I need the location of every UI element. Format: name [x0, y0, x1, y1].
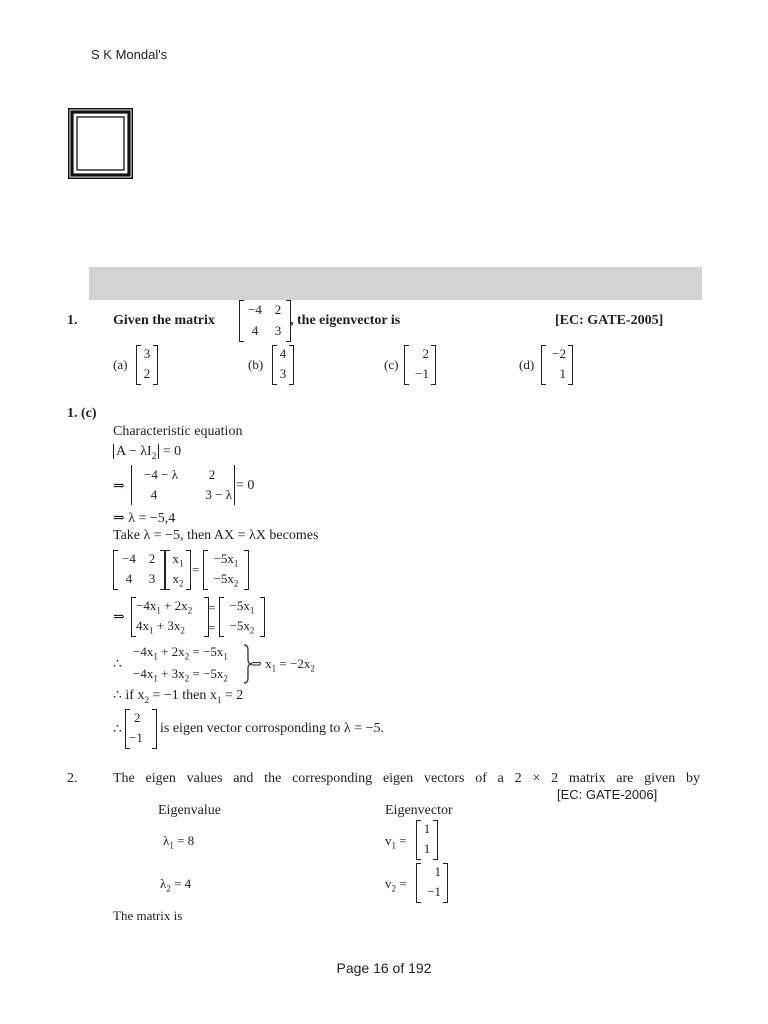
matrix-cell: −4: [122, 551, 136, 566]
term: −4x: [136, 598, 157, 613]
term: + 3x: [157, 666, 185, 681]
frame-logo: [68, 108, 133, 179]
subscript: 2: [310, 663, 315, 674]
final-eigenvector: [125, 709, 157, 749]
therefore-symbol: ∴: [113, 722, 122, 737]
v1-label: [385, 833, 407, 851]
subscript: 2: [151, 450, 157, 461]
take-line: Take λ = −5, then AX = λX becomes: [113, 528, 319, 543]
det-expr: A − λI: [116, 444, 152, 459]
subscript: 1: [149, 625, 154, 636]
term: λ: [160, 876, 167, 891]
q1-number: 1.: [67, 313, 78, 328]
option-b-label: (b): [248, 357, 264, 372]
matrix-cell: 2: [148, 551, 156, 566]
det-cell: 2: [208, 467, 216, 482]
subscript: 2: [184, 651, 190, 662]
system-eq-1: [133, 644, 228, 662]
subscript: 2: [144, 694, 149, 705]
subscript: 2: [249, 625, 255, 636]
det-cell: 4: [150, 487, 158, 502]
matrix-is-text: The matrix is: [113, 908, 183, 923]
subscript: 1: [169, 840, 174, 851]
subscript: 2: [179, 578, 184, 589]
term: v: [385, 833, 392, 848]
subscript: 1: [391, 840, 396, 851]
option-b-vector: [272, 345, 294, 385]
det-cell: 3 − λ: [205, 487, 232, 502]
vector-cell: −2: [552, 346, 566, 361]
vector-cell: 2: [422, 346, 429, 361]
subscript: 1: [233, 558, 239, 569]
term: = −1 then x: [148, 688, 217, 703]
vector-cell: 1: [559, 366, 566, 381]
vector-cell: 3: [279, 366, 287, 381]
lambda-values: ⇒ λ = −5,4: [113, 511, 176, 526]
rhs-term: −5x: [229, 618, 250, 633]
subscript: 2: [166, 883, 171, 894]
section-band: [89, 267, 702, 300]
term: =: [396, 876, 407, 891]
option-a-vector: [136, 345, 158, 385]
result-x1: [251, 656, 315, 674]
term: + 3x: [153, 618, 181, 633]
final-statement: is eigen vector corrosponding to λ = −5.: [160, 721, 384, 736]
term: −4x: [133, 644, 154, 659]
matrix-cell: 2: [274, 302, 282, 317]
matrix-cell: 3: [148, 571, 156, 586]
q1-source: [EC: GATE-2005]: [555, 313, 664, 328]
subscript: 1: [216, 694, 222, 705]
vector-cell: 4: [279, 346, 287, 361]
option-c-vector: [404, 345, 436, 385]
vector-cell: 2: [143, 366, 151, 381]
vector-cell: 1: [423, 841, 431, 856]
subscript: 1: [179, 558, 184, 569]
rhs-term: −5x: [229, 598, 250, 613]
subscript: 1: [156, 605, 161, 616]
q2-source: [EC: GATE-2006]: [557, 787, 658, 802]
q1-prompt-end: , the eigenvector is: [290, 313, 401, 328]
term: ∴ if x: [113, 688, 145, 703]
det-eq-zero: = 0: [236, 478, 255, 493]
matrix-cell: 4: [125, 571, 133, 586]
page-number: Page 16 of 192: [336, 960, 432, 976]
vector-x: [165, 550, 191, 590]
lhs-vector: [131, 597, 209, 637]
q1-prompt: Given the matrix: [113, 313, 215, 328]
subscript: 2: [391, 883, 396, 894]
equals-sign: =: [208, 620, 216, 635]
term: = 4: [170, 876, 192, 891]
term: + 2x: [157, 644, 185, 659]
eigenvalue-heading: Eigenvalue: [158, 803, 221, 818]
term: = 8: [173, 833, 195, 848]
term: λ: [163, 833, 170, 848]
v2-vector: [416, 863, 448, 903]
system-eq-2: [133, 666, 228, 684]
subscript: 2: [187, 605, 193, 616]
subscript: 1: [223, 651, 228, 662]
var-x: x: [172, 551, 179, 566]
term: 4x: [136, 618, 149, 633]
v1-vector: [416, 820, 438, 860]
q1-matrix: [239, 300, 291, 342]
vector-cell: 1: [434, 864, 441, 879]
det-matrix: [131, 465, 235, 505]
q2-prompt: The eigen values and the corresponding eigen vectors of a 2 × 2 matrix are given by: [113, 771, 700, 786]
eigenvector-heading: Eigenvector: [385, 803, 453, 818]
arrow-2: ⇒: [113, 610, 125, 625]
q2-number: 2.: [67, 771, 78, 786]
term: + 2x: [160, 598, 188, 613]
matrix-A: [113, 550, 165, 590]
term: = −5x: [189, 644, 224, 659]
lambda-2: [160, 876, 191, 894]
term: = 2: [221, 688, 244, 703]
subscript: 2: [184, 673, 190, 684]
var-x: x: [172, 571, 179, 586]
vector-cell: 3: [143, 346, 151, 361]
subscript: 2: [180, 625, 185, 636]
option-d-vector: [541, 345, 573, 385]
eq-zero: = 0: [162, 444, 182, 459]
char-eq-heading: Characteristic equation: [113, 424, 243, 439]
term: =: [396, 833, 407, 848]
subscript: 1: [271, 663, 277, 674]
subscript: 2: [233, 578, 239, 589]
if-line: [113, 687, 243, 705]
rhs-term: −5x: [213, 571, 234, 586]
vector-cell: −1: [415, 366, 429, 381]
rhs-term: −5x: [213, 551, 234, 566]
matrix-cell: 4: [251, 323, 259, 338]
term: v: [385, 876, 392, 891]
vector-cell: −1: [129, 730, 143, 745]
lambda-1: [163, 833, 194, 851]
answer-label: 1. (c): [67, 406, 97, 421]
subscript: 1: [153, 673, 158, 684]
matrix-cell: −4: [248, 302, 262, 317]
subscript: 1: [249, 605, 255, 616]
term: −4x: [133, 666, 154, 681]
option-d-label: (d): [519, 357, 535, 372]
vector-cell: −1: [427, 884, 441, 899]
arrow-1: ⇒: [113, 479, 125, 494]
matrix-cell: 3: [274, 323, 282, 338]
vector-cell: 2: [134, 710, 141, 725]
rhs-vector: [219, 597, 265, 637]
equals-sign: =: [208, 600, 216, 615]
term: = −5x: [189, 666, 224, 681]
header-author: S K Mondal's: [91, 47, 168, 62]
det-equation: [113, 444, 181, 461]
det-cell: −4 − λ: [144, 467, 178, 482]
equals-sign: =: [192, 562, 200, 577]
option-c-label: (c): [384, 357, 399, 372]
option-a-label: (a): [113, 357, 128, 372]
term: ⇒ x: [251, 656, 272, 671]
vector-cell: 1: [423, 821, 431, 836]
vector-rhs: [203, 550, 249, 590]
subscript: 1: [153, 651, 158, 662]
v2-label: [385, 876, 407, 894]
therefore-symbol: ∴: [113, 657, 122, 672]
subscript: 2: [223, 673, 228, 684]
term: = −2x: [276, 656, 311, 671]
